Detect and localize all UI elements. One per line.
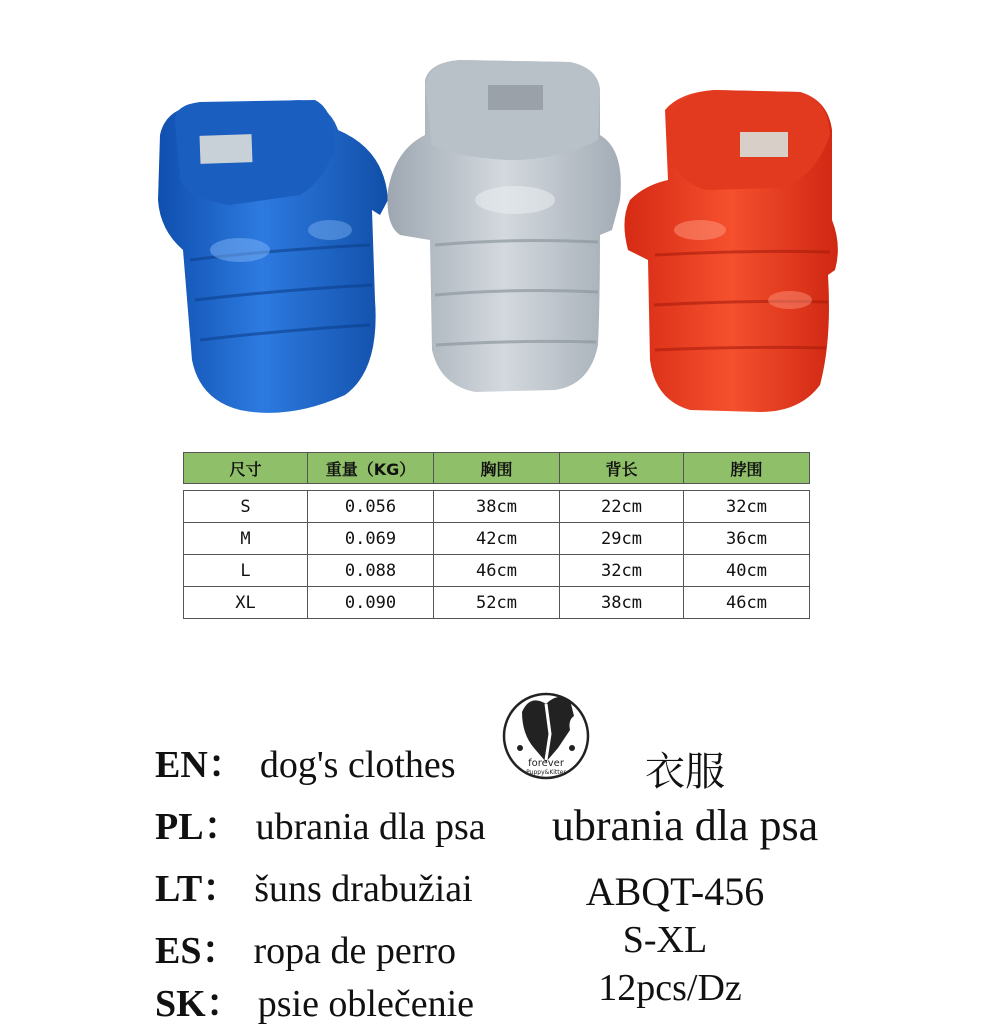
cell-neck: 46cm (684, 587, 810, 619)
product-name-chinese: 衣服 (645, 749, 725, 795)
header-weight: 重量（KG） (308, 453, 434, 484)
lang-line-es (155, 919, 456, 974)
cell-back-length: 32cm (560, 555, 684, 587)
grey-jacket (388, 60, 621, 392)
cell-back-length: 29cm (560, 523, 684, 555)
brand-logo (500, 690, 592, 782)
table-row (184, 523, 810, 555)
cell-size: S (184, 491, 308, 523)
lang-text: psie oblečenie (257, 983, 475, 1025)
lang-separator: ： (205, 983, 244, 1025)
size-chart-table (183, 452, 810, 619)
lang-line-en (155, 733, 456, 788)
cell-back-length: 22cm (560, 491, 684, 523)
product-pack: 12pcs/Dz (598, 967, 742, 1009)
cell-back-length: 38cm (560, 587, 684, 619)
cell-size: M (184, 523, 308, 555)
cell-neck: 36cm (684, 523, 810, 555)
lang-code: LT (155, 868, 203, 910)
header-neck: 脖围 (684, 453, 810, 484)
lang-separator: ： (202, 868, 241, 910)
lang-text: šuns drabužiai (254, 868, 473, 910)
cell-weight: 0.056 (308, 491, 434, 523)
blue-jacket (158, 100, 388, 413)
size-chart-header-row (184, 453, 810, 484)
header-back-length: 背长 (560, 453, 684, 484)
lang-code: ES (155, 930, 202, 972)
lang-line-lt (155, 857, 473, 912)
lang-separator: ： (203, 806, 242, 848)
cell-chest: 46cm (434, 555, 560, 587)
product-name-polish: ubrania dla psa (551, 801, 819, 850)
red-jacket (624, 90, 837, 412)
table-spacer (184, 484, 810, 491)
cell-size: L (184, 555, 308, 587)
table-row (184, 491, 810, 523)
lang-line-pl (155, 795, 486, 850)
lang-code: EN (155, 744, 208, 786)
product-photo (0, 0, 1000, 440)
cell-weight: 0.069 (308, 523, 434, 555)
header-chest: 胸围 (434, 453, 560, 484)
lang-text: dog's clothes (259, 744, 456, 786)
lang-code: SK (155, 983, 206, 1025)
table-row (184, 555, 810, 587)
cell-chest: 42cm (434, 523, 560, 555)
header-size: 尺寸 (184, 453, 308, 484)
cell-size: XL (184, 587, 308, 619)
cell-chest: 38cm (434, 491, 560, 523)
logo-text-line1: forever (528, 758, 564, 769)
lang-text: ropa de perro (253, 930, 457, 972)
cell-chest: 52cm (434, 587, 560, 619)
table-row (184, 587, 810, 619)
lang-separator: ： (207, 744, 246, 786)
product-sizes: S-XL (622, 919, 708, 961)
product-code: ABQT-456 (585, 869, 765, 914)
lang-text: ubrania dla psa (255, 806, 486, 848)
logo-text-line2: Puppy&Kitter (526, 769, 566, 776)
lang-code: PL (155, 806, 204, 848)
lang-separator: ： (201, 930, 240, 972)
cell-weight: 0.088 (308, 555, 434, 587)
cell-neck: 32cm (684, 491, 810, 523)
cell-neck: 40cm (684, 555, 810, 587)
cell-weight: 0.090 (308, 587, 434, 619)
